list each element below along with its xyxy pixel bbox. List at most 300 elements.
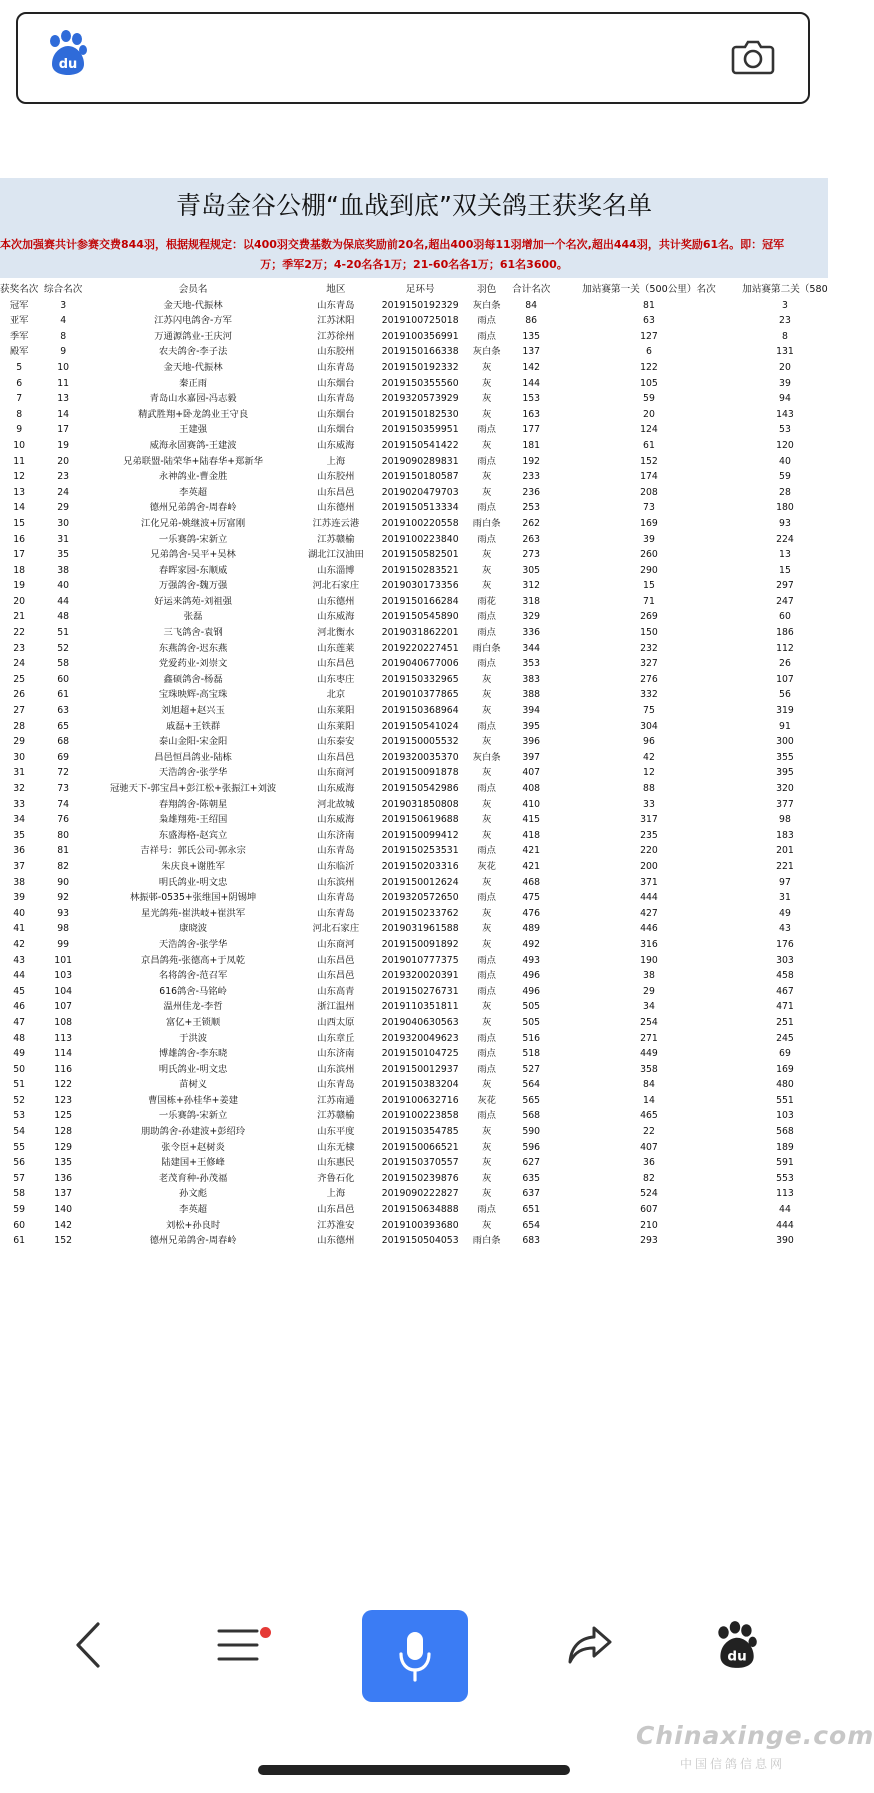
table-cell: 江苏连云港	[312, 517, 360, 529]
table-cell: 305	[522, 564, 541, 576]
table-cell: 灰	[481, 907, 492, 919]
table-cell: 293	[640, 1235, 658, 1247]
table-cell: 30	[57, 517, 70, 529]
table-cell: 449	[640, 1048, 658, 1060]
table-cell: 2019150239876	[381, 1172, 459, 1184]
table-row	[0, 906, 828, 922]
table-cell: 82	[643, 1172, 655, 1184]
table-cell: 山东昌邑	[317, 486, 355, 498]
table-cell: 7	[16, 393, 23, 405]
table-cell: 38	[57, 564, 70, 576]
table-cell: 灰	[481, 736, 492, 748]
table-cell: 13	[13, 486, 26, 498]
table-cell: 昌邑恒昌鸽业-陆栋	[154, 751, 232, 763]
table-row	[0, 1202, 828, 1218]
table-cell: 山东商河	[317, 938, 355, 950]
table-row	[0, 719, 828, 735]
table-cell: 224	[776, 533, 794, 545]
table-cell: 灰	[481, 798, 492, 810]
table-cell: 169	[640, 517, 658, 529]
table-cell: 2019320035370	[381, 751, 459, 763]
camera-icon[interactable]	[730, 33, 776, 79]
table-cell: 山东无棣	[317, 1141, 355, 1153]
table-row	[0, 984, 828, 1000]
table-row	[0, 1093, 828, 1109]
table-cell: 38	[13, 876, 26, 888]
table-cell: 14	[13, 502, 26, 514]
table-cell: 186	[776, 627, 794, 639]
table-cell: 江苏徐州	[317, 330, 355, 342]
table-cell: 396	[522, 736, 541, 748]
table-cell: 355	[776, 751, 794, 763]
table-cell: 山东莱阳	[317, 720, 355, 732]
table-cell: 269	[640, 611, 658, 623]
table-cell: 394	[522, 705, 541, 717]
table-cell: 戚磊+王铁群	[165, 720, 221, 732]
table-cell: 陆建国+王修峰	[161, 1157, 225, 1169]
table-cell: 2019150355560	[381, 377, 459, 389]
table-row	[0, 1155, 828, 1171]
table-cell: 34	[13, 814, 26, 826]
table-cell: 465	[640, 1110, 658, 1122]
table-cell: 30	[13, 751, 26, 763]
table-cell: 灰	[481, 393, 492, 405]
table-cell: 雨点	[477, 502, 496, 514]
table-cell: 亚军	[9, 315, 29, 327]
table-cell: 44	[779, 1204, 791, 1216]
table-cell: 607	[640, 1204, 658, 1216]
table-cell: 山东德州	[317, 595, 355, 607]
table-cell: 107	[54, 1001, 73, 1013]
table-cell: 471	[776, 1001, 794, 1013]
table-cell: 金天地-代振林	[163, 361, 223, 373]
table-cell: 47	[13, 1016, 26, 1028]
table-cell: 山东胶州	[317, 471, 355, 483]
table-cell: 雨点	[477, 315, 496, 327]
table-cell: 395	[522, 720, 541, 732]
table-cell: 42	[643, 751, 655, 763]
table-cell: 527	[522, 1063, 541, 1075]
table-cell: 灰	[481, 439, 492, 451]
table-cell: 2019150354785	[381, 1126, 459, 1138]
table-cell: 41	[13, 923, 26, 935]
table-cell: 683	[522, 1235, 541, 1247]
table-cell: 128	[54, 1126, 73, 1138]
table-cell: 61	[57, 689, 70, 701]
table-cell: 596	[522, 1141, 541, 1153]
table-cell: 季军	[9, 330, 29, 342]
table-row	[0, 422, 828, 438]
table-cell: 122	[54, 1079, 73, 1091]
table-cell: 6	[16, 377, 23, 389]
table-cell: 河北衡水	[317, 627, 355, 639]
table-cell: 灰	[481, 486, 492, 498]
table-cell: 冠军	[9, 299, 29, 311]
table-row	[0, 1077, 828, 1093]
table-cell: 山东滨州	[317, 876, 355, 888]
table-cell: 208	[640, 486, 658, 498]
table-cell: 476	[522, 907, 541, 919]
table-cell: 2019150203316	[381, 860, 459, 872]
table-cell: 河北石家庄	[312, 580, 360, 592]
table-cell: 雨点	[477, 330, 496, 342]
table-cell: 2019150099412	[381, 829, 459, 841]
table-cell: 2019150166338	[381, 346, 459, 358]
table-cell: 99	[57, 938, 70, 950]
table-cell: 591	[776, 1157, 794, 1169]
table-cell: 6	[646, 346, 652, 358]
baidu-logo-icon[interactable]	[42, 28, 92, 78]
table-cell: 332	[640, 689, 658, 701]
table-header-cell: 获奖名次	[0, 284, 39, 295]
table-cell: 336	[522, 627, 541, 639]
back-arrow-icon	[70, 1620, 106, 1670]
table-cell: 京昌鸽苑-张德高+于凤乾	[141, 954, 246, 966]
back-button[interactable]	[58, 1615, 118, 1675]
table-cell: 2019150253531	[381, 845, 459, 857]
award-table	[0, 282, 828, 1249]
table-cell: 2019150368964	[381, 705, 459, 717]
home-button[interactable]	[706, 1615, 766, 1675]
share-icon	[566, 1622, 614, 1668]
table-row	[0, 843, 828, 859]
table-cell: 59	[13, 1204, 26, 1216]
table-cell: 江苏南通	[317, 1094, 355, 1106]
table-cell: 31	[57, 533, 70, 545]
table-cell: 2019100223840	[381, 533, 459, 545]
table-cell: 564	[522, 1079, 541, 1091]
svg-text:du: du	[727, 1648, 747, 1665]
table-row	[0, 641, 828, 657]
table-row	[0, 376, 828, 392]
table-cell: 35	[57, 549, 70, 561]
table-cell: 14	[57, 408, 70, 420]
table-cell: 51	[13, 1079, 26, 1091]
table-cell: 358	[640, 1063, 658, 1075]
table-cell: 496	[522, 970, 541, 982]
table-cell: 32	[13, 783, 26, 794]
table-cell: 山东威海	[317, 783, 355, 794]
table-cell: 327	[640, 658, 658, 670]
table-cell: 江苏赣榆	[317, 533, 355, 545]
table-row	[0, 734, 828, 750]
table-cell: 81	[643, 299, 655, 311]
table-cell: 105	[640, 377, 658, 389]
table-cell: 22	[13, 627, 26, 639]
table-cell: 雨点	[477, 985, 496, 997]
table-cell: 8	[60, 330, 67, 342]
table-cell: 山东临沂	[317, 860, 355, 872]
table-cell: 雨点	[477, 627, 496, 639]
table-row	[0, 703, 828, 719]
table-cell: 雨点	[477, 1204, 496, 1216]
table-header-cell: 加站赛第一关（500公里）名次	[582, 284, 716, 295]
table-cell: 雨花	[477, 595, 496, 607]
table-header-cell: 综合名次	[43, 284, 83, 295]
table-cell: 88	[643, 783, 655, 794]
table-cell: 233	[522, 471, 541, 483]
table-cell: 8	[16, 408, 23, 420]
table-cell: 雨点	[477, 1032, 496, 1044]
document-header	[0, 178, 828, 278]
table-cell: 23	[779, 315, 791, 327]
table-cell: 金天地-代振林	[163, 299, 223, 311]
table-cell: 雨点	[477, 970, 496, 982]
table-cell: 123	[54, 1094, 73, 1106]
table-cell: 16	[13, 533, 26, 545]
table-cell: 2019150091892	[381, 938, 459, 950]
table-cell: 山东平度	[317, 1126, 355, 1138]
table-cell: 于洪波	[179, 1032, 208, 1044]
table-cell: 516	[522, 1032, 541, 1044]
table-cell: 天浩鸽舍-张学华	[158, 767, 228, 779]
table-row	[0, 1218, 828, 1234]
table-row	[0, 968, 828, 984]
table-cell: 13	[57, 393, 70, 405]
table-row	[0, 812, 828, 828]
table-cell: 灰	[481, 1126, 492, 1138]
table-cell: 江苏赣榆	[317, 1110, 355, 1122]
table-row	[0, 656, 828, 672]
table-cell: 浙江温州	[317, 1001, 355, 1013]
table-cell: 2019150332965	[381, 673, 459, 685]
table-cell: 63	[643, 315, 655, 327]
table-cell: 276	[640, 673, 658, 685]
table-cell: 96	[643, 736, 655, 748]
table-cell: 灰	[481, 1188, 492, 1200]
table-cell: 2019150545890	[381, 611, 459, 623]
table-cell: 26	[13, 689, 26, 701]
table-cell: 雨点	[477, 611, 496, 623]
table-cell: 2019320572650	[381, 892, 459, 904]
table-cell: 129	[54, 1141, 73, 1153]
table-cell: 2019150066521	[381, 1141, 459, 1153]
search-bar[interactable]	[16, 12, 810, 104]
table-cell: 371	[640, 876, 658, 888]
table-cell: 25	[13, 673, 26, 685]
table-cell: 德州兄弟鸽舍-周春岭	[149, 502, 237, 514]
table-cell: 5	[16, 361, 23, 373]
table-cell: 127	[640, 330, 658, 342]
table-cell: 2019150541024	[381, 720, 459, 732]
table-cell: 52	[13, 1094, 26, 1106]
table-row	[0, 313, 828, 329]
table-cell: 568	[522, 1110, 541, 1122]
table-cell: 388	[522, 689, 541, 701]
home-indicator[interactable]	[258, 1765, 570, 1775]
table-cell: 33	[13, 798, 26, 810]
table-cell: 235	[640, 829, 658, 841]
voice-search-button[interactable]	[362, 1610, 468, 1702]
table-row	[0, 438, 828, 454]
table-cell: 吉祥号：郭氏公司-郭永宗	[140, 845, 246, 857]
table-cell: 富亿+王锁顺	[165, 1016, 221, 1028]
table-row	[0, 391, 828, 407]
table-cell: 雨点	[477, 892, 496, 904]
menu-button[interactable]	[208, 1615, 268, 1675]
table-cell: 星光鸽苑-崔洪岐+崔洪军	[141, 907, 246, 919]
table-cell: 353	[522, 658, 541, 670]
table-cell: 122	[640, 361, 658, 373]
table-cell: 565	[522, 1094, 541, 1106]
table-cell: 40	[779, 455, 791, 467]
table-cell: 19	[13, 580, 26, 592]
table-cell: 山东青岛	[317, 907, 355, 919]
table-cell: 290	[640, 564, 658, 576]
table-cell: 河北石家庄	[312, 923, 360, 935]
table-cell: 93	[779, 517, 791, 529]
table-cell: 15	[779, 564, 791, 576]
table-cell: 2019150180587	[381, 471, 459, 483]
table-cell: 2019100223858	[381, 1110, 459, 1122]
table-row	[0, 999, 828, 1015]
table-cell: 灰	[481, 814, 492, 826]
table-cell: 329	[522, 611, 541, 623]
table-cell: 112	[776, 642, 794, 654]
table-row	[0, 594, 828, 610]
table-row	[0, 921, 828, 937]
table-header-cell: 会员名	[178, 284, 208, 295]
table-cell: 20	[13, 595, 26, 607]
table-cell: 467	[776, 985, 794, 997]
table-cell: 朱庆良+谢胜军	[161, 860, 225, 872]
table-cell: 260	[640, 549, 658, 561]
table-row	[0, 407, 828, 423]
table-row	[0, 532, 828, 548]
table-cell: 11	[57, 377, 70, 389]
table-cell: 131	[776, 346, 794, 358]
table-cell: 408	[522, 783, 541, 794]
table-cell: 73	[643, 502, 655, 514]
table-cell: 雨点	[477, 845, 496, 857]
table-cell: 山东商河	[317, 767, 355, 779]
table-cell: 山东威海	[317, 439, 355, 451]
table-cell: 407	[522, 767, 541, 779]
table-cell: 446	[640, 923, 658, 935]
table-cell: 38	[643, 970, 655, 982]
table-cell: 2019150634888	[381, 1204, 459, 1216]
table-cell: 113	[54, 1032, 73, 1044]
table-cell: 124	[640, 424, 658, 436]
table-cell: 2019150582501	[381, 549, 459, 561]
table-cell: 24	[57, 486, 70, 498]
table-row	[0, 890, 828, 906]
table-cell: 44	[57, 595, 70, 607]
table-cell: 80	[57, 829, 70, 841]
table-cell: 2019010777375	[381, 954, 459, 966]
table-cell: 421	[522, 845, 541, 857]
table-cell: 河北故城	[317, 798, 355, 810]
table-cell: 2019150542986	[381, 783, 459, 794]
table-cell: 雨点	[477, 1110, 496, 1122]
table-header-cell: 加站赛第二关（580	[742, 284, 828, 295]
table-cell: 263	[522, 533, 541, 545]
table-cell: 江苏沭阳	[317, 315, 355, 327]
table-cell: 山东昌邑	[317, 658, 355, 670]
table-cell: 344	[522, 642, 541, 654]
table-cell: 2019040677006	[381, 658, 459, 670]
table-cell: 2019150359951	[381, 424, 459, 436]
table-cell: 297	[776, 580, 794, 592]
table-cell: 57	[13, 1172, 26, 1184]
table-row	[0, 672, 828, 688]
share-button[interactable]	[560, 1615, 620, 1675]
table-cell: 雨点	[477, 424, 496, 436]
table-cell: 505	[522, 1001, 541, 1013]
table-cell: 475	[522, 892, 541, 904]
table-cell: 136	[54, 1172, 73, 1184]
table-cell: 冠驰天下-郭宝昌+彭江松+张振江+刘波	[110, 783, 277, 794]
table-row	[0, 1015, 828, 1031]
table-cell: 524	[640, 1188, 658, 1200]
table-cell: 天浩鸽舍-张学华	[158, 938, 228, 950]
table-cell: 34	[643, 1001, 655, 1013]
table-cell: 316	[640, 938, 658, 950]
table-cell: 39	[643, 533, 655, 545]
table-cell: 17	[13, 549, 26, 561]
table-cell: 75	[643, 705, 655, 717]
table-cell: 山东德州	[317, 1235, 355, 1247]
table-row	[0, 1031, 828, 1047]
table-cell: 山东威海	[317, 611, 355, 623]
table-cell: 395	[776, 767, 794, 779]
table-cell: 24	[13, 658, 26, 670]
table-row	[0, 859, 828, 875]
table-cell: 灰	[481, 377, 492, 389]
table-cell: 319	[776, 705, 794, 717]
table-cell: 鑫硕鸽舍-杨磊	[163, 673, 223, 685]
table-cell: 84	[525, 299, 538, 311]
table-cell: 49	[779, 907, 791, 919]
table-cell: 169	[776, 1063, 794, 1075]
table-cell: 2019320573929	[381, 393, 459, 405]
table-row	[0, 516, 828, 532]
table-cell: 李英超	[179, 1204, 208, 1216]
table-row	[0, 1233, 828, 1249]
table-cell: 灰	[481, 580, 492, 592]
table-cell: 245	[776, 1032, 794, 1044]
table-cell: 137	[54, 1188, 73, 1200]
table-cell: 21	[13, 611, 26, 623]
table-cell: 10	[13, 439, 26, 451]
table-cell: 104	[54, 985, 73, 997]
table-cell: 220	[640, 845, 658, 857]
table-cell: 名将鸽舍-范召军	[158, 970, 228, 982]
table-cell: 灰	[481, 876, 492, 888]
table-cell: 183	[776, 829, 794, 841]
table-cell: 山东胶州	[317, 346, 355, 358]
menu-icon	[215, 1625, 261, 1665]
table-cell: 505	[522, 1016, 541, 1028]
table-cell: 灰	[481, 1016, 492, 1028]
table-row	[0, 875, 828, 891]
table-cell: 150	[640, 627, 658, 639]
table-cell: 616鸽舍-马铭岭	[159, 985, 227, 997]
table-cell: 灰	[481, 408, 492, 420]
table-cell: 灰花	[477, 860, 496, 872]
table-cell: 39	[779, 377, 791, 389]
table-row	[0, 563, 828, 579]
table-cell: 2019100393680	[381, 1219, 459, 1231]
table-cell: 174	[640, 471, 658, 483]
table-cell: 泰山金阳-宋金阳	[158, 736, 228, 748]
table-cell: 303	[776, 954, 794, 966]
table-cell: 15	[13, 517, 26, 529]
table-cell: 山东青岛	[317, 845, 355, 857]
table-cell: 90	[57, 876, 70, 888]
table-cell: 雨白条	[472, 1235, 501, 1247]
table-cell: 9	[16, 424, 23, 436]
